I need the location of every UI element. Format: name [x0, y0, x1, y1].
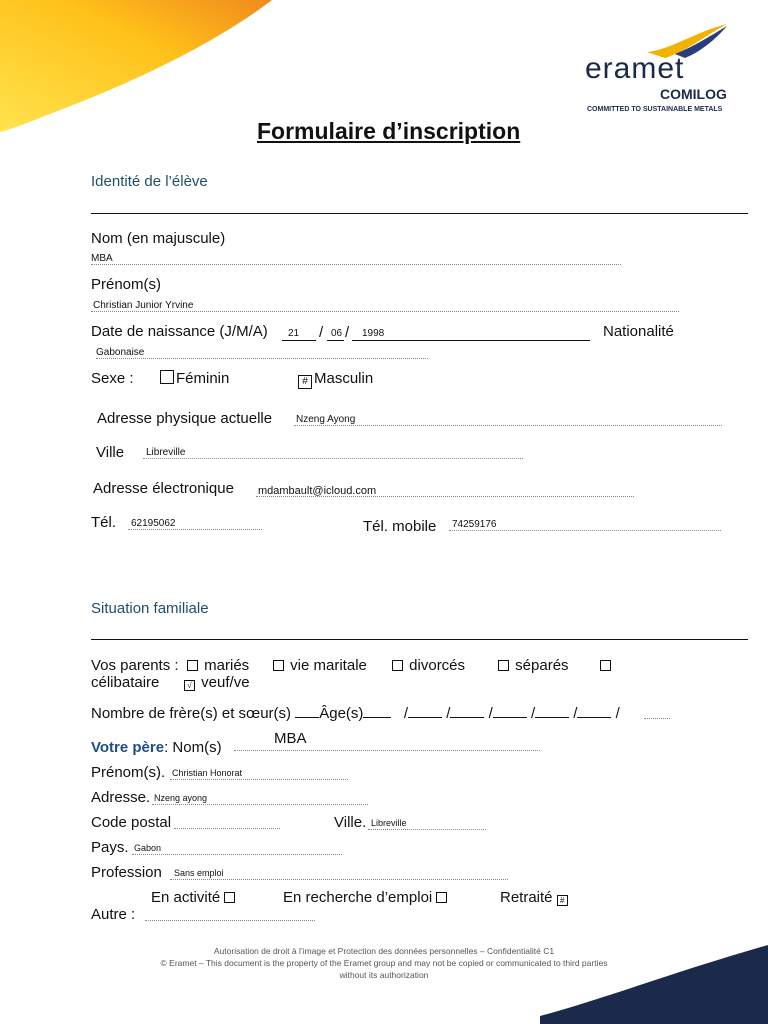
vie-maritale-checkbox[interactable]: [273, 660, 284, 671]
tel-value: 62195062: [131, 518, 176, 529]
nom-field[interactable]: [91, 253, 621, 265]
divorces-label: divorcés: [409, 657, 466, 674]
section-rule-1: [91, 213, 748, 214]
ville-field[interactable]: [143, 447, 523, 459]
mobile-value: 74259176: [452, 519, 497, 530]
adresse-value: Nzeng Ayong: [296, 414, 356, 425]
pere-prof-label: Profession: [91, 864, 162, 881]
nationalite-value: Gabonaise: [96, 347, 145, 358]
feminin-label: Féminin: [176, 370, 230, 387]
logo-tagline: COMMITTED TO SUSTAINABLE METALS: [587, 106, 723, 113]
email-field[interactable]: [256, 485, 634, 497]
pere-pays-value: Gabon: [134, 843, 162, 853]
age-input-1[interactable]: [363, 717, 391, 718]
prenom-field[interactable]: [91, 300, 679, 312]
masculin-label: Masculin: [314, 370, 374, 387]
pere-ville-value: Libreville: [371, 818, 407, 828]
eramet-logo: [585, 22, 745, 117]
pere-pays-label: Pays.: [91, 839, 129, 856]
nationalite-label: Nationalité: [603, 323, 674, 340]
pere-nom-label: : Nom(s): [164, 739, 222, 756]
age-sep: /: [615, 705, 620, 722]
statut-recherche[interactable]: [283, 889, 449, 906]
divorces-checkbox[interactable]: [392, 660, 403, 671]
adresse-field[interactable]: [294, 414, 722, 426]
celibataire-checkbox[interactable]: [600, 660, 611, 671]
date-sep-2: /: [345, 324, 350, 341]
sexe-feminin[interactable]: [160, 370, 229, 387]
pere-adresse-field[interactable]: [152, 793, 368, 805]
footer-line-3: without its authorization: [339, 970, 429, 980]
pere-ville-label: Ville.: [334, 814, 367, 831]
tel-field[interactable]: [128, 518, 262, 530]
maries-label: mariés: [204, 657, 250, 674]
day-value: 21: [288, 328, 300, 339]
pere-prenom-value: Christian Honorat: [172, 768, 243, 778]
naissance-field[interactable]: [282, 324, 594, 342]
age-sep: /: [403, 705, 409, 722]
pere-row: [91, 739, 222, 756]
age-sep: /: [488, 705, 493, 722]
footer-line-2: © Eramet – This document is the property of the Eramet group and may not be copied or communicated to third parties: [160, 958, 608, 968]
actif-checkbox[interactable]: [224, 892, 235, 903]
age-input-4[interactable]: [493, 717, 527, 718]
parents-label: Vos parents :: [91, 657, 179, 674]
retraite-checkbox[interactable]: #: [557, 895, 568, 906]
opt-veuf[interactable]: [184, 674, 250, 691]
pere-adresse-label: Adresse.: [91, 789, 151, 806]
age-input-6[interactable]: [577, 717, 611, 718]
ville-label: Ville: [96, 444, 125, 461]
year-value: 1998: [362, 328, 385, 339]
autre-label: Autre :: [91, 906, 136, 923]
prenom-value: Christian Junior Yrvine: [93, 300, 194, 311]
month-value: 06: [331, 328, 343, 339]
age-label: Âge(s): [319, 705, 364, 722]
freres-input[interactable]: [295, 717, 319, 718]
email-label: Adresse électronique: [93, 480, 234, 497]
pere-cp-label: Code postal: [91, 814, 172, 831]
nom-value: MBA: [91, 253, 113, 264]
nom-label: Nom (en majuscule): [91, 230, 226, 247]
opt-vie-maritale[interactable]: [273, 657, 367, 674]
mobile-label: Tél. mobile: [363, 518, 437, 535]
separes-checkbox[interactable]: [498, 660, 509, 671]
freres-dots: [644, 718, 670, 719]
logo-brand: eramet: [585, 52, 685, 85]
naissance-label: Date de naissance (J/M/A): [91, 323, 268, 340]
prenom-label: Prénom(s): [91, 276, 162, 293]
pere-adresse-value: Nzeng ayong: [154, 793, 208, 803]
retraite-label: Retraité: [500, 889, 553, 906]
opt-separes[interactable]: [498, 657, 569, 674]
ville-value: Libreville: [146, 447, 186, 458]
vie-maritale-label: vie maritale: [290, 657, 367, 674]
pere-pays-field[interactable]: [132, 843, 342, 855]
logo-sub: COMILOG: [660, 86, 727, 102]
age-input-3[interactable]: [450, 717, 484, 718]
section-situation: Situation familiale: [91, 600, 209, 617]
pere-nom-field[interactable]: [234, 730, 540, 752]
actif-label: En activité: [151, 889, 221, 906]
section-identite: Identité de l’élève: [91, 173, 208, 190]
pere-ville-field[interactable]: [368, 818, 486, 830]
pere-prof-field[interactable]: [170, 868, 508, 880]
footer-line-1: Autorisation de droit à l’image et Protection des données personnelles – Confidentialité C1: [213, 946, 555, 956]
freres-label: Nombre de frère(s) et sœur(s): [91, 705, 292, 722]
nationalite-field[interactable]: [96, 347, 428, 359]
statut-actif[interactable]: [151, 889, 237, 906]
opt-celibataire-label: célibataire: [91, 674, 160, 691]
pere-label: Votre père: [91, 739, 165, 756]
mobile-field[interactable]: [449, 519, 721, 531]
freres-row: [91, 705, 620, 722]
feminin-checkbox[interactable]: [160, 370, 174, 384]
opt-divorces[interactable]: [392, 657, 465, 674]
age-sep: /: [446, 705, 451, 722]
email-value: mdambault@icloud.com: [258, 485, 377, 497]
opt-celibataire-box[interactable]: [600, 657, 613, 674]
tel-label: Tél.: [91, 514, 117, 531]
pere-prenom-field[interactable]: [170, 768, 348, 780]
separes-label: séparés: [515, 657, 569, 674]
masculin-checkbox[interactable]: #: [298, 375, 312, 389]
veuf-label: veuf/ve: [201, 674, 250, 691]
yellow-swoosh-decoration: [0, 0, 280, 140]
sexe-label: Sexe :: [91, 370, 134, 387]
age-input-2[interactable]: [408, 717, 442, 718]
adresse-label: Adresse physique actuelle: [97, 410, 273, 427]
maries-checkbox[interactable]: [187, 660, 198, 671]
opt-maries[interactable]: [187, 657, 249, 674]
page-title: Formulaire d’inscription: [257, 118, 521, 144]
date-sep-1: /: [319, 324, 324, 341]
pere-prof-value: Sans emploi: [174, 868, 224, 878]
autre-field[interactable]: [145, 920, 315, 921]
statut-retraite[interactable]: [500, 889, 570, 906]
age-input-5[interactable]: [535, 717, 569, 718]
pere-nom-value: MBA: [274, 730, 307, 747]
age-sep: /: [530, 705, 536, 722]
pere-prenom-label: Prénom(s).: [91, 764, 166, 781]
recherche-label: En recherche d’emploi: [283, 889, 433, 906]
age-sep: /: [573, 705, 578, 722]
veuf-checkbox[interactable]: √: [184, 680, 195, 691]
sexe-masculin[interactable]: [298, 370, 373, 389]
recherche-checkbox[interactable]: [436, 892, 447, 903]
section-rule-2: [91, 639, 748, 640]
pere-cp-field[interactable]: [174, 828, 280, 829]
